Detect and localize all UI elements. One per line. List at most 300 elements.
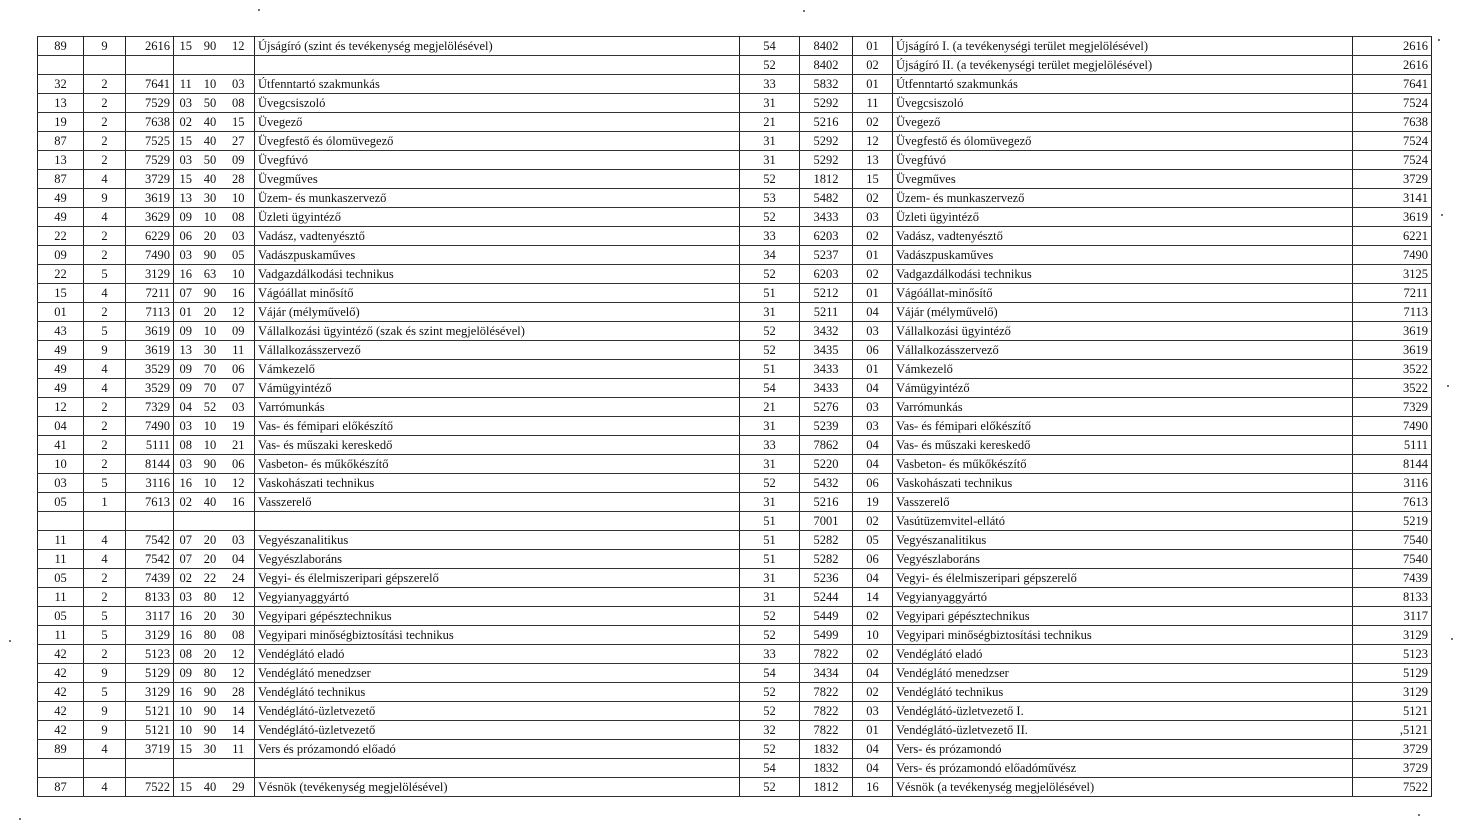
col-1-code: 15 <box>38 284 84 303</box>
col-11-new-name: Vasútüzemvitel-ellátó <box>893 512 1353 531</box>
col-12-feor: 3129 <box>1353 626 1432 645</box>
col-1-code: 49 <box>38 379 84 398</box>
table-row <box>38 626 1432 645</box>
table-row <box>38 56 1432 75</box>
col-6-part-c: 09 <box>223 322 255 341</box>
col-8-level: 32 <box>740 721 800 740</box>
table-row <box>38 436 1432 455</box>
col-2-level: 5 <box>84 683 126 702</box>
col-5-part-b <box>198 56 223 75</box>
col-11-new-name: Vadászpuskaműves <box>893 246 1353 265</box>
col-2-level: 2 <box>84 588 126 607</box>
col-6-part-c: 03 <box>223 398 255 417</box>
col-8-level: 52 <box>740 265 800 284</box>
col-3-feor: 5129 <box>126 664 174 683</box>
col-8-level: 34 <box>740 246 800 265</box>
col-6-part-c: 09 <box>223 151 255 170</box>
col-10-seq: 01 <box>853 721 893 740</box>
col-4-part-a: 11 <box>174 75 198 94</box>
col-7-old-name: Vájár (mélyművelő) <box>255 303 740 322</box>
col-11-new-name: Újságíró I. (a tevékenységi terület megjelölésével) <box>893 37 1353 56</box>
col-10-seq: 16 <box>853 778 893 797</box>
col-2-level: 2 <box>84 417 126 436</box>
col-11-new-name: Üzleti ügyintéző <box>893 208 1353 227</box>
col-2-level: 2 <box>84 75 126 94</box>
col-10-seq: 02 <box>853 512 893 531</box>
col-1-code: 49 <box>38 360 84 379</box>
col-5-part-b: 30 <box>198 740 223 759</box>
table-row <box>38 284 1432 303</box>
col-9-group: 3433 <box>800 379 853 398</box>
col-6-part-c: 06 <box>223 455 255 474</box>
col-11-new-name: Vasbeton- és műkőkészítő <box>893 455 1353 474</box>
table-row <box>38 550 1432 569</box>
table-row <box>38 569 1432 588</box>
col-5-part-b: 63 <box>198 265 223 284</box>
col-9-group: 5832 <box>800 75 853 94</box>
col-6-part-c: 27 <box>223 132 255 151</box>
col-12-feor: 7490 <box>1353 417 1432 436</box>
col-8-level: 52 <box>740 683 800 702</box>
col-6-part-c: 28 <box>223 170 255 189</box>
col-11-new-name: Vendéglátó-üzletvezető II. <box>893 721 1353 740</box>
col-9-group: 5292 <box>800 132 853 151</box>
col-11-new-name: Vendéglátó technikus <box>893 683 1353 702</box>
col-7-old-name: Üvegcsiszoló <box>255 94 740 113</box>
col-12-feor: 7524 <box>1353 151 1432 170</box>
col-12-feor: 6221 <box>1353 227 1432 246</box>
col-4-part-a <box>174 512 198 531</box>
col-7-old-name: Vasbeton- és műkőkészítő <box>255 455 740 474</box>
col-9-group: 5211 <box>800 303 853 322</box>
col-6-part-c: 14 <box>223 702 255 721</box>
col-12-feor: 7638 <box>1353 113 1432 132</box>
col-6-part-c: 08 <box>223 626 255 645</box>
col-4-part-a: 03 <box>174 151 198 170</box>
col-8-level: 52 <box>740 208 800 227</box>
col-3-feor <box>126 759 174 778</box>
col-11-new-name: Vas- és fémipari előkészítő <box>893 417 1353 436</box>
col-3-feor: 7113 <box>126 303 174 322</box>
col-3-feor: 5121 <box>126 721 174 740</box>
col-2-level: 9 <box>84 37 126 56</box>
col-10-seq: 15 <box>853 170 893 189</box>
col-3-feor: 7529 <box>126 94 174 113</box>
col-1-code: 10 <box>38 455 84 474</box>
col-9-group: 1832 <box>800 740 853 759</box>
col-4-part-a: 15 <box>174 740 198 759</box>
col-7-old-name: Vadgazdálkodási technikus <box>255 265 740 284</box>
col-9-group: 5292 <box>800 94 853 113</box>
col-10-seq: 06 <box>853 550 893 569</box>
col-8-level: 31 <box>740 417 800 436</box>
col-12-feor: 3619 <box>1353 322 1432 341</box>
col-8-level: 52 <box>740 778 800 797</box>
col-4-part-a: 16 <box>174 474 198 493</box>
col-2-level: 2 <box>84 436 126 455</box>
col-4-part-a: 02 <box>174 113 198 132</box>
col-10-seq: 03 <box>853 322 893 341</box>
col-12-feor: 7439 <box>1353 569 1432 588</box>
col-10-seq: 10 <box>853 626 893 645</box>
col-7-old-name: Üvegműves <box>255 170 740 189</box>
col-3-feor: 3619 <box>126 322 174 341</box>
table-row <box>38 740 1432 759</box>
col-7-old-name: Üvegfúvó <box>255 151 740 170</box>
col-5-part-b: 50 <box>198 94 223 113</box>
col-3-feor: 7525 <box>126 132 174 151</box>
col-11-new-name: Varrómunkás <box>893 398 1353 417</box>
col-2-level: 2 <box>84 132 126 151</box>
col-6-part-c: 05 <box>223 246 255 265</box>
col-10-seq: 02 <box>853 683 893 702</box>
col-10-seq: 03 <box>853 417 893 436</box>
col-5-part-b: 10 <box>198 417 223 436</box>
col-3-feor <box>126 56 174 75</box>
col-3-feor: 6229 <box>126 227 174 246</box>
col-8-level: 31 <box>740 493 800 512</box>
col-3-feor: 7529 <box>126 151 174 170</box>
col-10-seq: 12 <box>853 132 893 151</box>
col-5-part-b: 20 <box>198 645 223 664</box>
col-5-part-b: 80 <box>198 588 223 607</box>
col-1-code: 87 <box>38 170 84 189</box>
col-1-code: 03 <box>38 474 84 493</box>
col-11-new-name: Vaskohászati technikus <box>893 474 1353 493</box>
col-9-group: 5276 <box>800 398 853 417</box>
col-10-seq: 03 <box>853 702 893 721</box>
col-3-feor: 8133 <box>126 588 174 607</box>
col-11-new-name: Üvegfúvó <box>893 151 1353 170</box>
col-10-seq: 04 <box>853 740 893 759</box>
col-1-code: 42 <box>38 664 84 683</box>
col-8-level: 31 <box>740 455 800 474</box>
table-row <box>38 265 1432 284</box>
col-3-feor: 3117 <box>126 607 174 626</box>
col-6-part-c: 16 <box>223 284 255 303</box>
col-5-part-b: 22 <box>198 569 223 588</box>
col-12-feor: 3522 <box>1353 360 1432 379</box>
table-row <box>38 170 1432 189</box>
col-4-part-a: 03 <box>174 94 198 113</box>
col-9-group: 5482 <box>800 189 853 208</box>
col-12-feor: 3729 <box>1353 740 1432 759</box>
col-3-feor: 5123 <box>126 645 174 664</box>
col-11-new-name: Üzem- és munkaszervező <box>893 189 1353 208</box>
col-12-feor: 5111 <box>1353 436 1432 455</box>
col-3-feor: 5111 <box>126 436 174 455</box>
col-7-old-name: Vaskohászati technikus <box>255 474 740 493</box>
col-7-old-name: Vendéglátó menedzser <box>255 664 740 683</box>
col-3-feor: 7641 <box>126 75 174 94</box>
table-row <box>38 189 1432 208</box>
col-6-part-c: 12 <box>223 664 255 683</box>
col-3-feor: 7613 <box>126 493 174 512</box>
table-row <box>38 474 1432 493</box>
table-row <box>38 132 1432 151</box>
col-6-part-c: 14 <box>223 721 255 740</box>
col-4-part-a: 13 <box>174 341 198 360</box>
col-12-feor: 7524 <box>1353 132 1432 151</box>
col-5-part-b: 10 <box>198 75 223 94</box>
table-row <box>38 455 1432 474</box>
col-5-part-b <box>198 759 223 778</box>
col-1-code: 05 <box>38 569 84 588</box>
col-9-group: 3433 <box>800 208 853 227</box>
col-8-level: 52 <box>740 322 800 341</box>
col-7-old-name: Vas- és műszaki kereskedő <box>255 436 740 455</box>
col-1-code: 42 <box>38 721 84 740</box>
col-12-feor: 7113 <box>1353 303 1432 322</box>
col-5-part-b: 10 <box>198 474 223 493</box>
table-row <box>38 75 1432 94</box>
col-4-part-a: 03 <box>174 588 198 607</box>
col-4-part-a: 15 <box>174 37 198 56</box>
col-11-new-name: Vers- és prózamondó <box>893 740 1353 759</box>
col-9-group: 1832 <box>800 759 853 778</box>
table-row <box>38 360 1432 379</box>
col-7-old-name: Vendéglátó technikus <box>255 683 740 702</box>
col-10-seq: 06 <box>853 341 893 360</box>
col-6-part-c: 03 <box>223 227 255 246</box>
col-10-seq: 02 <box>853 113 893 132</box>
col-6-part-c: 12 <box>223 37 255 56</box>
col-4-part-a: 08 <box>174 436 198 455</box>
col-6-part-c: 04 <box>223 550 255 569</box>
col-1-code: 49 <box>38 189 84 208</box>
col-7-old-name: Üzleti ügyintéző <box>255 208 740 227</box>
col-7-old-name: Vadászpuskaműves <box>255 246 740 265</box>
col-9-group: 3435 <box>800 341 853 360</box>
col-7-old-name: Vegyianyaggyártó <box>255 588 740 607</box>
col-5-part-b: 30 <box>198 189 223 208</box>
col-10-seq: 01 <box>853 37 893 56</box>
col-8-level: 52 <box>740 474 800 493</box>
col-7-old-name <box>255 56 740 75</box>
col-9-group: 1812 <box>800 778 853 797</box>
col-11-new-name: Üvegcsiszoló <box>893 94 1353 113</box>
col-11-new-name: Vágóállat-minősítő <box>893 284 1353 303</box>
table-row <box>38 227 1432 246</box>
col-9-group: 3434 <box>800 664 853 683</box>
col-3-feor: 3719 <box>126 740 174 759</box>
col-10-seq: 04 <box>853 569 893 588</box>
col-2-level: 2 <box>84 398 126 417</box>
table-row <box>38 417 1432 436</box>
col-11-new-name: Vegyianyaggyártó <box>893 588 1353 607</box>
col-12-feor: 5121 <box>1353 702 1432 721</box>
col-4-part-a <box>174 759 198 778</box>
col-11-new-name: Vájár (mélyművelő) <box>893 303 1353 322</box>
col-7-old-name: Útfenntartó szakmunkás <box>255 75 740 94</box>
col-2-level: 5 <box>84 607 126 626</box>
col-9-group: 7001 <box>800 512 853 531</box>
col-11-new-name: Újságíró II. (a tevékenységi terület megjelölésével) <box>893 56 1353 75</box>
col-8-level: 52 <box>740 170 800 189</box>
col-4-part-a: 07 <box>174 550 198 569</box>
col-10-seq: 04 <box>853 436 893 455</box>
col-8-level: 52 <box>740 607 800 626</box>
col-7-old-name: Vegyészlaboráns <box>255 550 740 569</box>
col-4-part-a: 07 <box>174 531 198 550</box>
col-9-group: 3433 <box>800 360 853 379</box>
table-row <box>38 37 1432 56</box>
col-9-group: 1812 <box>800 170 853 189</box>
col-2-level: 2 <box>84 113 126 132</box>
col-5-part-b: 20 <box>198 227 223 246</box>
col-11-new-name: Vállalkozási ügyintéző <box>893 322 1353 341</box>
col-3-feor: 7211 <box>126 284 174 303</box>
col-3-feor: 3529 <box>126 379 174 398</box>
col-8-level: 54 <box>740 759 800 778</box>
col-6-part-c: 16 <box>223 493 255 512</box>
scan-speck <box>9 640 11 642</box>
col-7-old-name: Üvegező <box>255 113 740 132</box>
col-3-feor: 3129 <box>126 683 174 702</box>
col-4-part-a: 09 <box>174 360 198 379</box>
col-5-part-b: 40 <box>198 778 223 797</box>
col-4-part-a: 16 <box>174 626 198 645</box>
col-3-feor: 7490 <box>126 417 174 436</box>
col-7-old-name: Vegyipari gépésztechnikus <box>255 607 740 626</box>
col-2-level: 9 <box>84 189 126 208</box>
table-row <box>38 151 1432 170</box>
col-7-old-name: Vésnök (tevékenység megjelölésével) <box>255 778 740 797</box>
col-9-group: 7822 <box>800 683 853 702</box>
col-5-part-b: 90 <box>198 246 223 265</box>
occupation-mapping-table <box>37 36 1432 797</box>
col-2-level: 4 <box>84 778 126 797</box>
col-2-level <box>84 512 126 531</box>
col-11-new-name: Vegyi- és élelmiszeripari gépszerelő <box>893 569 1353 588</box>
col-6-part-c: 12 <box>223 645 255 664</box>
col-1-code <box>38 512 84 531</box>
col-2-level <box>84 759 126 778</box>
col-7-old-name: Vámügyintéző <box>255 379 740 398</box>
col-12-feor: 3117 <box>1353 607 1432 626</box>
col-10-seq: 02 <box>853 645 893 664</box>
col-6-part-c: 03 <box>223 531 255 550</box>
col-4-part-a: 06 <box>174 227 198 246</box>
col-3-feor: 7329 <box>126 398 174 417</box>
table-row <box>38 341 1432 360</box>
col-4-part-a: 03 <box>174 246 198 265</box>
col-9-group: 5449 <box>800 607 853 626</box>
col-9-group: 5216 <box>800 493 853 512</box>
col-9-group: 5220 <box>800 455 853 474</box>
col-8-level: 31 <box>740 588 800 607</box>
col-3-feor: 3629 <box>126 208 174 227</box>
scan-speck <box>1447 385 1449 387</box>
col-11-new-name: Útfenntartó szakmunkás <box>893 75 1353 94</box>
col-2-level: 2 <box>84 151 126 170</box>
table-row <box>38 246 1432 265</box>
col-9-group: 5239 <box>800 417 853 436</box>
col-8-level: 31 <box>740 303 800 322</box>
col-6-part-c: 06 <box>223 360 255 379</box>
col-7-old-name: Üvegfestő és ólomüvegező <box>255 132 740 151</box>
col-2-level: 4 <box>84 360 126 379</box>
col-8-level: 52 <box>740 740 800 759</box>
col-7-old-name: Vágóállat minősítő <box>255 284 740 303</box>
table-row <box>38 208 1432 227</box>
col-6-part-c: 15 <box>223 113 255 132</box>
col-6-part-c: 29 <box>223 778 255 797</box>
col-9-group: 8402 <box>800 56 853 75</box>
col-1-code: 42 <box>38 683 84 702</box>
col-9-group: 8402 <box>800 37 853 56</box>
col-1-code: 11 <box>38 626 84 645</box>
col-5-part-b: 20 <box>198 303 223 322</box>
col-5-part-b: 90 <box>198 721 223 740</box>
col-2-level: 5 <box>84 626 126 645</box>
col-12-feor: 5129 <box>1353 664 1432 683</box>
col-2-level: 5 <box>84 474 126 493</box>
col-7-old-name <box>255 759 740 778</box>
col-10-seq: 02 <box>853 265 893 284</box>
col-1-code: 42 <box>38 645 84 664</box>
table-row <box>38 645 1432 664</box>
col-4-part-a: 15 <box>174 132 198 151</box>
col-3-feor: 7522 <box>126 778 174 797</box>
col-11-new-name: Vendéglátó eladó <box>893 645 1353 664</box>
col-9-group: 5282 <box>800 531 853 550</box>
col-12-feor: 3619 <box>1353 341 1432 360</box>
col-9-group: 5237 <box>800 246 853 265</box>
col-6-part-c: 24 <box>223 569 255 588</box>
col-4-part-a: 04 <box>174 398 198 417</box>
col-2-level: 4 <box>84 531 126 550</box>
col-6-part-c: 03 <box>223 75 255 94</box>
col-6-part-c <box>223 56 255 75</box>
col-2-level: 2 <box>84 246 126 265</box>
col-8-level: 33 <box>740 75 800 94</box>
col-5-part-b: 80 <box>198 626 223 645</box>
col-8-level: 33 <box>740 436 800 455</box>
col-8-level: 51 <box>740 284 800 303</box>
scan-speck <box>258 9 260 11</box>
col-2-level: 4 <box>84 740 126 759</box>
col-6-part-c: 28 <box>223 683 255 702</box>
col-2-level: 5 <box>84 265 126 284</box>
col-5-part-b: 80 <box>198 664 223 683</box>
col-10-seq: 04 <box>853 759 893 778</box>
col-8-level: 52 <box>740 56 800 75</box>
col-5-part-b: 52 <box>198 398 223 417</box>
col-8-level: 54 <box>740 37 800 56</box>
col-10-seq: 04 <box>853 455 893 474</box>
col-3-feor: 3116 <box>126 474 174 493</box>
col-7-old-name: Üzem- és munkaszervező <box>255 189 740 208</box>
col-7-old-name <box>255 512 740 531</box>
col-5-part-b: 70 <box>198 360 223 379</box>
col-4-part-a: 09 <box>174 379 198 398</box>
col-10-seq: 01 <box>853 246 893 265</box>
scan-speck <box>1441 214 1443 216</box>
col-11-new-name: Vadgazdálkodási technikus <box>893 265 1353 284</box>
col-1-code: 13 <box>38 94 84 113</box>
col-4-part-a: 03 <box>174 455 198 474</box>
col-11-new-name: Vállalkozásszervező <box>893 341 1353 360</box>
col-10-seq: 04 <box>853 303 893 322</box>
table-row <box>38 113 1432 132</box>
col-1-code: 89 <box>38 37 84 56</box>
col-2-level: 2 <box>84 227 126 246</box>
col-12-feor: 3729 <box>1353 170 1432 189</box>
col-11-new-name: Vámügyintéző <box>893 379 1353 398</box>
col-7-old-name: Vendéglátó-üzletvezető <box>255 702 740 721</box>
col-1-code: 49 <box>38 208 84 227</box>
